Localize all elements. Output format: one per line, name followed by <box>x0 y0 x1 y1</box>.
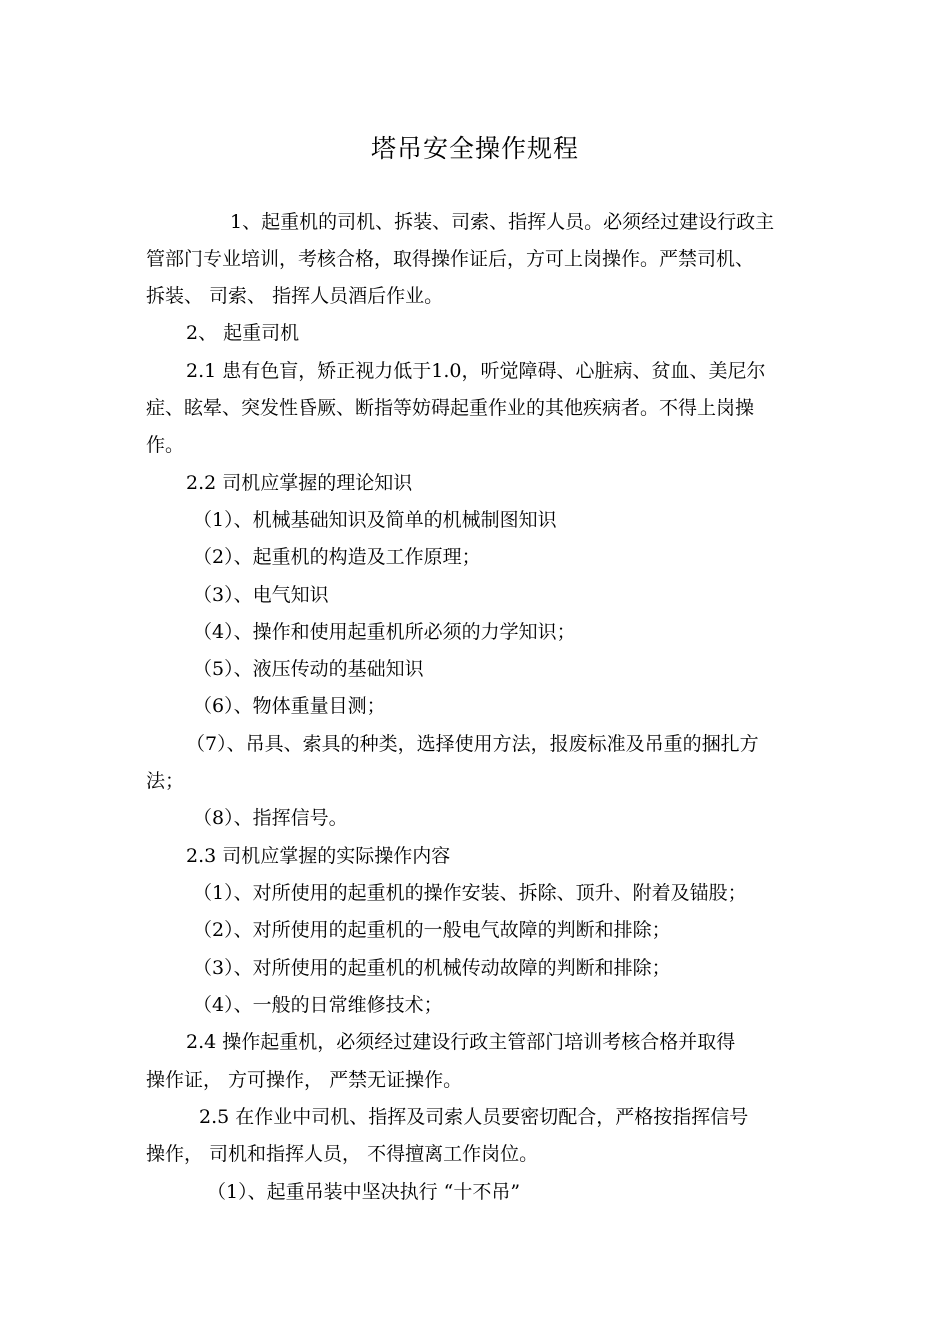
list-item: （6）、物体重量目测； <box>193 695 386 717</box>
text-line: 操作， 司机和指挥人员， 不得擅离工作岗位。 <box>146 1143 539 1165</box>
list-item: （5）、液压传动的基础知识 <box>193 658 424 680</box>
text-line: 2.5 在作业中司机、指挥及司索人员要密切配合，严格按指挥信号 <box>199 1106 749 1128</box>
subsection-heading: 2.3 司机应掌握的实际操作内容 <box>186 845 451 867</box>
list-item: （1）、对所使用的起重机的操作安装、拆除、顶升、附着及锚股； <box>193 882 747 904</box>
text-line: 作。 <box>146 434 185 456</box>
text-line: 2.4 操作起重机，必须经过建设行政主管部门培训考核合格并取得 <box>186 1031 736 1053</box>
list-item: （7）、吊具、索具的种类，选择使用方法，报废标准及吊重的捆扎方 <box>186 733 759 755</box>
list-item: （2）、对所使用的起重机的一般电气故障的判断和排除； <box>193 919 671 941</box>
list-item: （2）、起重机的构造及工作原理； <box>193 546 481 568</box>
subsection-heading: 2.2 司机应掌握的理论知识 <box>186 472 413 494</box>
list-item: （4）、一般的日常维修技术； <box>193 994 443 1016</box>
text-line: 法； <box>146 770 185 792</box>
list-item: （1）、机械基础知识及简单的机械制图知识 <box>193 509 557 531</box>
document-title: 塔吊安全操作规程 <box>370 134 579 163</box>
list-item: （8）、指挥信号。 <box>193 807 348 829</box>
list-item: （3）、对所使用的起重机的机械传动故障的判断和排除； <box>193 957 671 979</box>
text-line: 拆装、 司索、 指挥人员酒后作业。 <box>146 285 444 307</box>
text-line: 2.1 患有色盲，矫正视力低于1.0，听觉障碍、心脏病、贫血、美尼尔 <box>186 360 766 382</box>
section-heading: 2、 起重司机 <box>186 322 300 344</box>
list-item: （3）、电气知识 <box>193 584 329 606</box>
text-line: 症、眩晕、突发性昏厥、断指等妨碍起重作业的其他疾病者。不得上岗操 <box>146 397 755 419</box>
text-line: 操作证， 方可操作， 严禁无证操作。 <box>146 1069 463 1091</box>
text-line: 管部门专业培训，考核合格，取得操作证后，方可上岗操作。严禁司机、 <box>146 248 755 270</box>
text-line: 1、起重机的司机、拆装、司索、指挥人员。必须经过建设行政主 <box>230 211 775 233</box>
list-item: （4）、操作和使用起重机所必须的力学知识； <box>193 621 576 643</box>
list-item: （1）、起重吊装中坚决执行 “十不吊” <box>207 1181 521 1203</box>
